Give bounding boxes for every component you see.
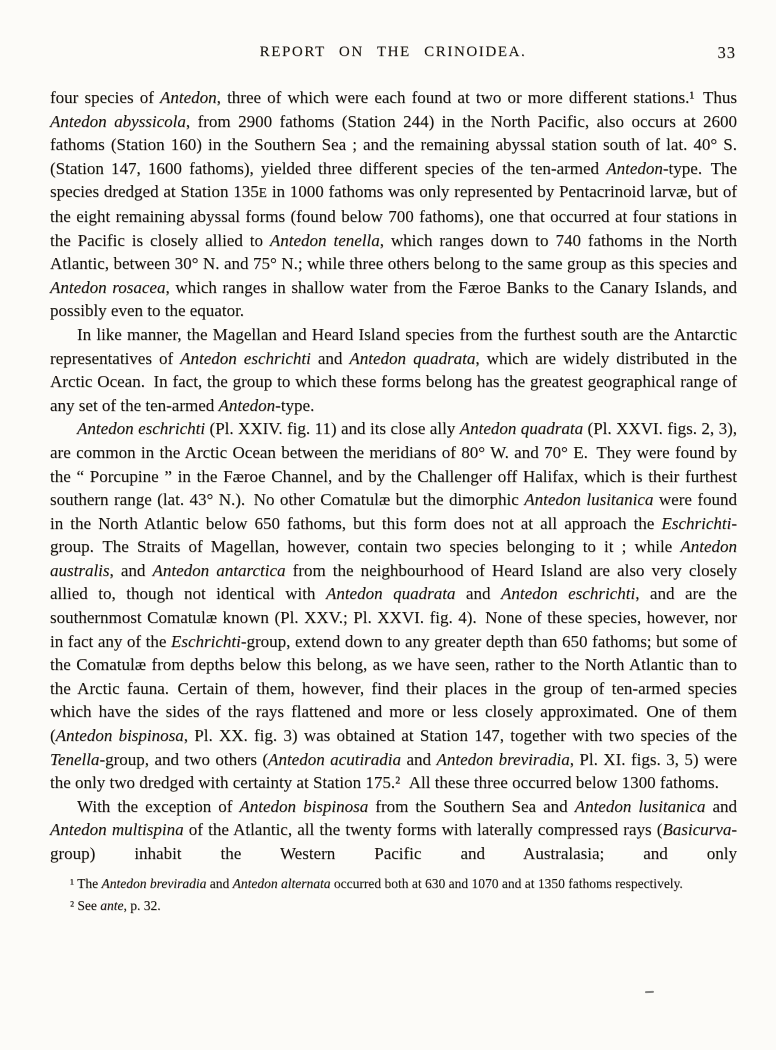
- footnote: ² See ante, p. 32.: [70, 897, 161, 913]
- running-title: REPORT ON THE CRINOIDEA.: [259, 44, 527, 60]
- footnote: ¹ The Antedon breviradia and Antedon alternata occurred both at 630 and 1070 and at 1350 fathoms respectively.: [70, 875, 683, 891]
- footnotes: [50, 873, 737, 917]
- text-block: [50, 86, 737, 917]
- page-number: 33: [717, 43, 736, 62]
- body-text: [50, 86, 737, 866]
- paragraph: With the exception of Antedon bispinosa from the Southern Sea and Antedon lusitanica and Antedon multispina of the Atlantic, all the twenty forms with laterally compressed rays (Basicurva-group) inhabit the Western Pacific and Australasia; and only: [50, 796, 737, 863]
- paragraph: In like manner, the Magellan and Heard Island species from the furthest south are the Antarctic representatives of Antedon eschrichti and Antedon quadrata, which are widely distributed in the Arctic Ocean. In fact, the group to which these forms belong has the greatest geographical range of any set of the ten-armed Antedon-type.: [50, 324, 737, 415]
- paragraph: four species of Antedon, three of which were each found at two or more different stations.¹ Thus Antedon abyssicola, from 2900 fathoms (Station 244) in the North Pacific, also occurs at 2600 fathoms (Station 160) in the Southern Sea ; and the remaining abyssal station south of lat. 40° S. (Station 147, 1600 fathoms), yielded three different species of the ten-armed Antedon-type. The species dredged at Station 135E in 1000 fathoms was only represented by Pentacrinoid larvæ, but of the eight remaining abyssal forms (found below 700 fathoms), one that occurred at four stations in the Pacific is closely allied to Antedon tenella, which ranges down to 740 fathoms in the North Atlantic, between 30° N. and 75° N.; while three others belong to the same group as this species and Antedon rosacea, which ranges in shallow water from the Færoe Banks to the Canary Islands, and possibly even to the equator.: [50, 88, 738, 321]
- page-header: [50, 44, 736, 66]
- scan-artifact-dash: [645, 991, 654, 993]
- paragraph: Antedon eschrichti (Pl. XXIV. fig. 11) and its close ally Antedon quadrata (Pl. XXVI. figs. 2, 3), are common in the Arctic Ocean between the meridians of 80° W. and 70° E. They were found by the “ Porcupine ” in the Færoe Channel, and by the Challenger off Halifax, which is their furthest southern range (lat. 43° N.). No other Comatulæ but the dimorphic Antedon lusitanica were found in the North Atlantic below 650 fathoms, but this form does not at all approach the Eschrichti-group. The Straits of Magellan, however, contain two species belonging to it ; while Antedon australis, and Antedon antarctica from the neighbourhood of Heard Island are also very closely allied to, though not identical with Antedon quadrata and Antedon eschrichti, and are the southernmost Comatulæ known (Pl. XXV.; Pl. XXVI. fig. 4). None of these species, however, nor in fact any of the Eschrichti-group, extend down to any greater depth than 650 fathoms; but some of the Comatulæ from depths below this belong, as we have seen, rather to the North Atlantic than to the Arctic fauna. Certain of them, however, find their places in the group of ten-armed species which have the sides of the rays flattened and more or less closely approximated. One of them (Antedon bispinosa, Pl. XX. fig. 3) was obtained at Station 147, together with two species of the Tenella-group, and two others (Antedon acutiradia and Antedon breviradia, Pl. XI. figs. 3, 5) were the only two dredged with certainty at Station 175.² All these three occurred below 1300 fathoms.: [50, 419, 738, 793]
